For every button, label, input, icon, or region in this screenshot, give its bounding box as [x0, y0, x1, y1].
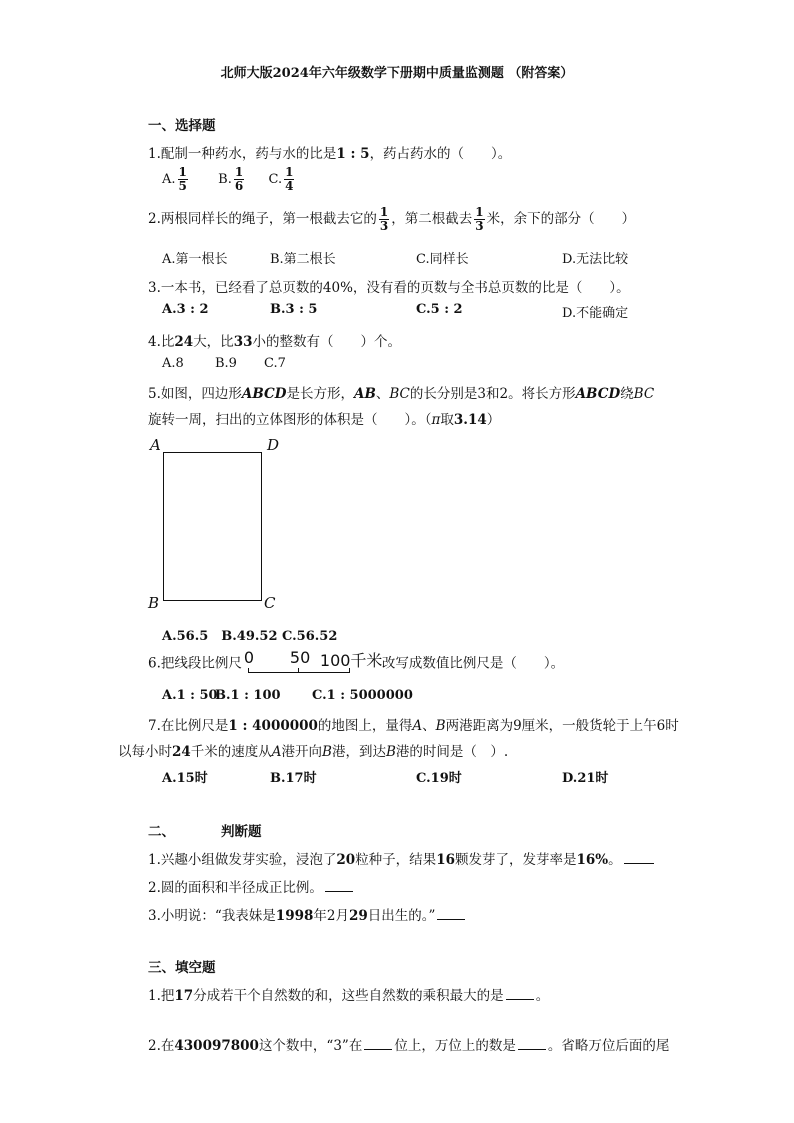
j1-text-d: 。	[608, 852, 622, 868]
f1-text-a: 1.把	[148, 988, 175, 1004]
answer-blank[interactable]	[506, 987, 534, 1000]
q2-text-b: ，第二根截去	[391, 211, 473, 227]
question-7-line-2	[118, 740, 508, 760]
scale-label-0: 0	[243, 648, 255, 667]
q7-scale: 1 : 4000000	[228, 718, 318, 734]
question-7	[148, 714, 679, 734]
fraction	[284, 166, 294, 193]
fraction	[234, 166, 244, 193]
q6-option-a[interactable]: A.1 : 50	[162, 688, 218, 703]
q4-option-c[interactable]: C.7	[264, 356, 286, 371]
j3-year: 1998	[275, 908, 314, 924]
page-title: 北师大版2024年六年级数学下册期中质量监测题 （附答案）	[220, 66, 574, 81]
q1-option-a[interactable]	[162, 165, 190, 193]
section-heading-choice: 一、选择题	[148, 118, 216, 134]
section-2-name: 判断题	[221, 824, 262, 840]
j2-text: 2.圆的面积和半径成正比例。	[148, 880, 323, 896]
section-heading-judgement	[148, 820, 262, 840]
scale-tick	[298, 668, 299, 673]
q5-bc: BC	[389, 386, 410, 402]
denominator: 6	[234, 179, 244, 193]
q1-ratio: 1 : 5	[336, 146, 370, 162]
q7-speed: 24	[172, 744, 191, 760]
denominator: 3	[379, 219, 389, 233]
q7-text-a: 7.在比例尺是	[148, 718, 229, 734]
q5-abcd: ABCD	[241, 386, 287, 402]
f1-n: 17	[174, 988, 194, 1004]
fraction	[474, 206, 484, 233]
q5-ab: AB	[353, 386, 376, 402]
j1-n: 20	[336, 852, 356, 868]
q6-option-c[interactable]: C.1 : 5000000	[312, 688, 413, 703]
q5-sep: 、	[375, 386, 390, 402]
fraction	[379, 206, 389, 233]
j3-text-a: 3.小明说：“我表妹是	[148, 908, 276, 924]
q7-line2-d: 港，到达	[331, 744, 386, 760]
q1-option-b-label: B.	[218, 172, 232, 187]
j3-text-c: 日出生的。”	[367, 908, 436, 924]
vertex-c-label: C	[264, 594, 276, 612]
q5-text-b: 是长方形，	[286, 386, 354, 402]
q7-option-b[interactable]: B.17时	[270, 771, 317, 786]
numerator: 1	[379, 205, 389, 219]
j1-text-c: 颗发芽了，发芽率是	[454, 852, 577, 868]
judgement-3	[148, 904, 467, 924]
f2-text-c: 位上，万位上的数是	[394, 1038, 516, 1054]
q1-text-b: ，药占药水的（ ）。	[369, 146, 512, 162]
q7-option-a[interactable]: A.15时	[162, 771, 208, 786]
q3-text-b: ，没有看的页数与全书总页数的比是（ ）。	[352, 280, 630, 296]
q7-line2-c: 港开向	[281, 744, 323, 760]
q7-option-d[interactable]: D.21时	[562, 771, 609, 786]
denominator: 5	[178, 179, 187, 193]
q7-a: A	[412, 718, 423, 734]
line-segment-scale	[243, 648, 383, 678]
vertex-d-label: D	[267, 436, 280, 454]
question-5	[148, 382, 654, 402]
j1-p: 16%	[576, 852, 609, 868]
q7-text-b: 的地图上，量得	[317, 718, 413, 734]
numerator: 1	[234, 165, 244, 179]
q2-text-a: 2.两根同样长的绳子，第一根截去它的	[148, 211, 377, 227]
answer-blank[interactable]	[437, 907, 465, 920]
judgement-2	[148, 876, 355, 896]
j1-text-b: 粒种子，结果	[355, 852, 437, 868]
f1-text-b: 分成若干个自然数的和，这些自然数的乘积最大的是	[193, 988, 504, 1004]
scale-tick	[349, 668, 350, 673]
f2-text-b: 这个数中，“3”在	[258, 1038, 363, 1054]
q2-text-c: 米，余下的部分（ ）	[486, 211, 636, 227]
q7-option-c[interactable]: C.19时	[416, 771, 462, 786]
q7-line2-e: 港的时间是（ ）.	[395, 744, 509, 760]
q5-pi-text: 取	[440, 412, 454, 428]
q4-option-a[interactable]: A.8	[162, 356, 184, 371]
q4-text-c: 小的整数有（ ）个。	[252, 334, 401, 350]
j3-text-b: 年2月	[313, 908, 349, 924]
rectangle-abcd-figure	[163, 452, 262, 601]
q2-option-d[interactable]: D.无法比较	[562, 252, 629, 267]
judgement-1	[148, 848, 656, 868]
q4-text-b: 大，比	[193, 334, 234, 350]
q4-text-a: 4.比	[148, 334, 175, 350]
q3-option-b[interactable]: B.3 : 5	[270, 302, 318, 317]
section-heading-fill-blank: 三、填空题	[148, 960, 216, 976]
answer-blank[interactable]	[325, 879, 353, 892]
denominator: 4	[285, 179, 294, 193]
q5-pi: π	[431, 412, 441, 428]
vertex-b-label: B	[148, 594, 160, 612]
scale-tick	[248, 668, 249, 673]
j3-day: 29	[348, 908, 368, 924]
question-6	[148, 650, 564, 678]
f2-text-a: 2.在	[148, 1038, 175, 1054]
question-4	[148, 330, 401, 350]
f1-text-c: 。	[535, 988, 550, 1004]
q7-b2: B	[322, 744, 332, 760]
q5-pi-value: 3.14	[453, 412, 487, 428]
q5-bc-2: BC	[633, 386, 655, 402]
q1-options	[162, 166, 296, 193]
question-3	[148, 276, 630, 296]
q1-option-a-label: A.	[162, 172, 176, 187]
answer-blank[interactable]	[624, 851, 654, 864]
q3-text-a: 3.一本书，已经看了总页数的	[148, 280, 323, 296]
q5-line2: 旋转一周，扫出的立体图形的体积是（ ）。（	[148, 412, 432, 428]
f2-text-d: 。省略万位后面的尾	[547, 1038, 670, 1054]
f2-n: 430097800	[174, 1038, 259, 1054]
numerator: 1	[178, 165, 187, 179]
q2-option-c[interactable]: C.同样长	[416, 252, 469, 267]
answer-blank[interactable]	[518, 1037, 546, 1050]
j1-m: 16	[436, 852, 455, 868]
q7-line2-a: 以每小时	[118, 744, 172, 760]
q7-b3: B	[385, 744, 396, 760]
q1-text-a: 1.配制一种药水，药与水的比是	[148, 146, 337, 162]
q4-number-2: 33	[233, 334, 253, 350]
q1-option-c[interactable]	[268, 165, 297, 193]
scale-label-50: 50	[289, 648, 311, 667]
question-2	[148, 206, 635, 233]
numerator: 1	[285, 165, 294, 179]
fill-2	[148, 1034, 669, 1054]
scale-line	[248, 672, 350, 673]
section-2-number: 二、	[148, 824, 175, 840]
q7-line2-b: 千米的速度从	[190, 744, 272, 760]
q6-option-b[interactable]: B.1 : 100	[215, 688, 281, 703]
q6-text-b: 改写成数值比例尺是（ ）。	[381, 655, 565, 672]
q6-text-a: 6.把线段比例尺	[148, 655, 242, 672]
q1-option-b[interactable]	[218, 165, 246, 193]
scale-label-100: 100千米	[319, 651, 383, 670]
q7-b: B	[435, 718, 446, 734]
q1-option-c-label: C.	[268, 172, 283, 187]
answer-blank[interactable]	[364, 1037, 392, 1050]
q7-text-c: 两港距离为9厘米，一般货轮于上午6时	[445, 718, 679, 734]
vertex-a-label: A	[150, 436, 161, 454]
j1-text-a: 1.兴趣小组做发芽实验，浸泡了	[148, 852, 337, 868]
fraction	[178, 166, 188, 193]
q3-percent: 40%	[322, 280, 353, 296]
q5-options[interactable]: A.56.5 B.49.52 C.56.52	[162, 629, 338, 644]
q2-option-b[interactable]: B.第二根长	[270, 252, 336, 267]
q5-text-a: 5.如图，四边形	[148, 386, 242, 402]
q5-abcd-2: ABCD	[575, 386, 621, 402]
q3-option-c[interactable]: C.5 : 2	[416, 302, 463, 317]
q5-text-d: 绕	[620, 386, 634, 402]
q7-a2: A	[271, 744, 282, 760]
q7-sep: 、	[422, 718, 436, 734]
question-1	[148, 142, 511, 162]
q4-number-1: 24	[174, 334, 194, 350]
q5-text-c: 的长分别是3和2。将长方形	[409, 386, 576, 402]
question-5-line-2	[148, 408, 500, 428]
numerator: 1	[475, 205, 484, 219]
denominator: 3	[475, 219, 484, 233]
fill-1	[148, 984, 549, 1004]
q3-option-a[interactable]: A.3 : 2	[162, 302, 209, 317]
q5-close: ）	[486, 412, 501, 428]
q4-option-b[interactable]: B.9	[215, 356, 237, 371]
q2-option-a[interactable]: A.第一根长	[162, 252, 228, 267]
q3-option-d[interactable]: D.不能确定	[562, 306, 629, 321]
